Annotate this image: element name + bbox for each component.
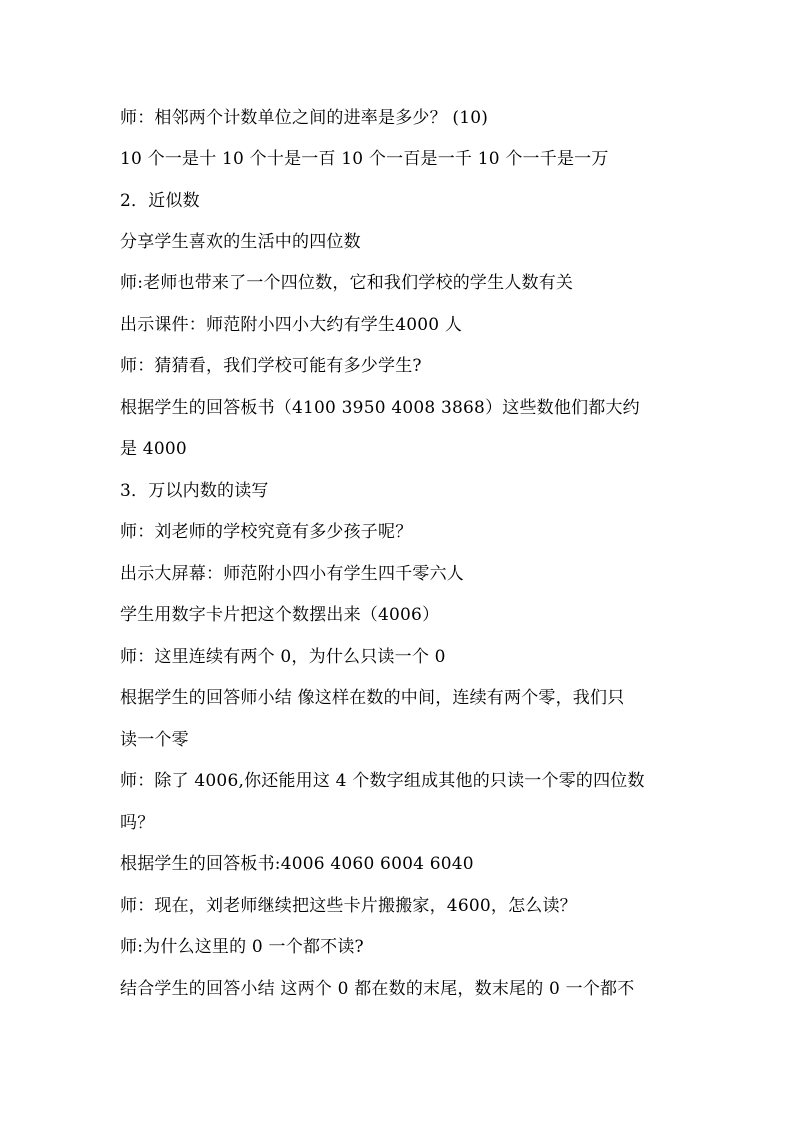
text-line-18: 吗？ — [120, 813, 155, 833]
text-line-17: 师：除了 4006,你还能用这 4 个数字组成其他的只读一个零的四位数 — [120, 771, 645, 791]
text-line-13: 学生用数字卡片把这个数摆出来（4006） — [120, 605, 440, 625]
text-line-20: 师：现在，刘老师继续把这些卡片搬搬家，4600，怎么读？ — [120, 896, 577, 916]
text-line-9: 是 4000 — [120, 439, 187, 459]
text-line-8: 根据学生的回答板书（4100 3950 4008 3868）这些数他们都大约 — [120, 398, 640, 418]
text-line-2: 10 个一是十 10 个十是一百 10 个一百是一千 10 个一千是一万 — [120, 149, 609, 169]
text-line-22: 结合学生的回答小结 这两个 0 都在数的末尾，数末尾的 0 一个都不 — [120, 979, 635, 999]
text-line-16: 读一个零 — [120, 730, 189, 750]
text-line-1: 师：相邻两个计数单位之间的进率是多少？ (10) — [120, 108, 489, 128]
text-line-14: 师：这里连续有两个 0，为什么只读一个 0 — [120, 647, 446, 667]
text-line-7: 师：猜猜看，我们学校可能有多少学生? — [120, 356, 422, 376]
text-line-15: 根据学生的回答师小结 像这样在数的中间，连续有两个零，我们只 — [120, 688, 625, 708]
text-line-10: 3．万以内数的读写 — [120, 481, 269, 501]
text-line-4: 分享学生喜欢的生活中的四位数 — [120, 232, 361, 252]
text-line-3: 2．近似数 — [120, 191, 200, 211]
text-line-5: 师:老师也带来了一个四位数，它和我们学校的学生人数有关 — [120, 273, 574, 293]
text-line-11: 师：刘老师的学校究竟有多少孩子呢？ — [120, 522, 413, 542]
text-line-6: 出示课件：师范附小四小大约有学生4000 人 — [120, 315, 463, 335]
text-line-19: 根据学生的回答板书:4006 4060 6004 6040 — [120, 854, 474, 874]
text-line-12: 出示大屏幕：师范附小四小有学生四千零六人 — [120, 564, 464, 584]
text-line-21: 师:为什么这里的 0 一个都不读? — [120, 937, 364, 957]
